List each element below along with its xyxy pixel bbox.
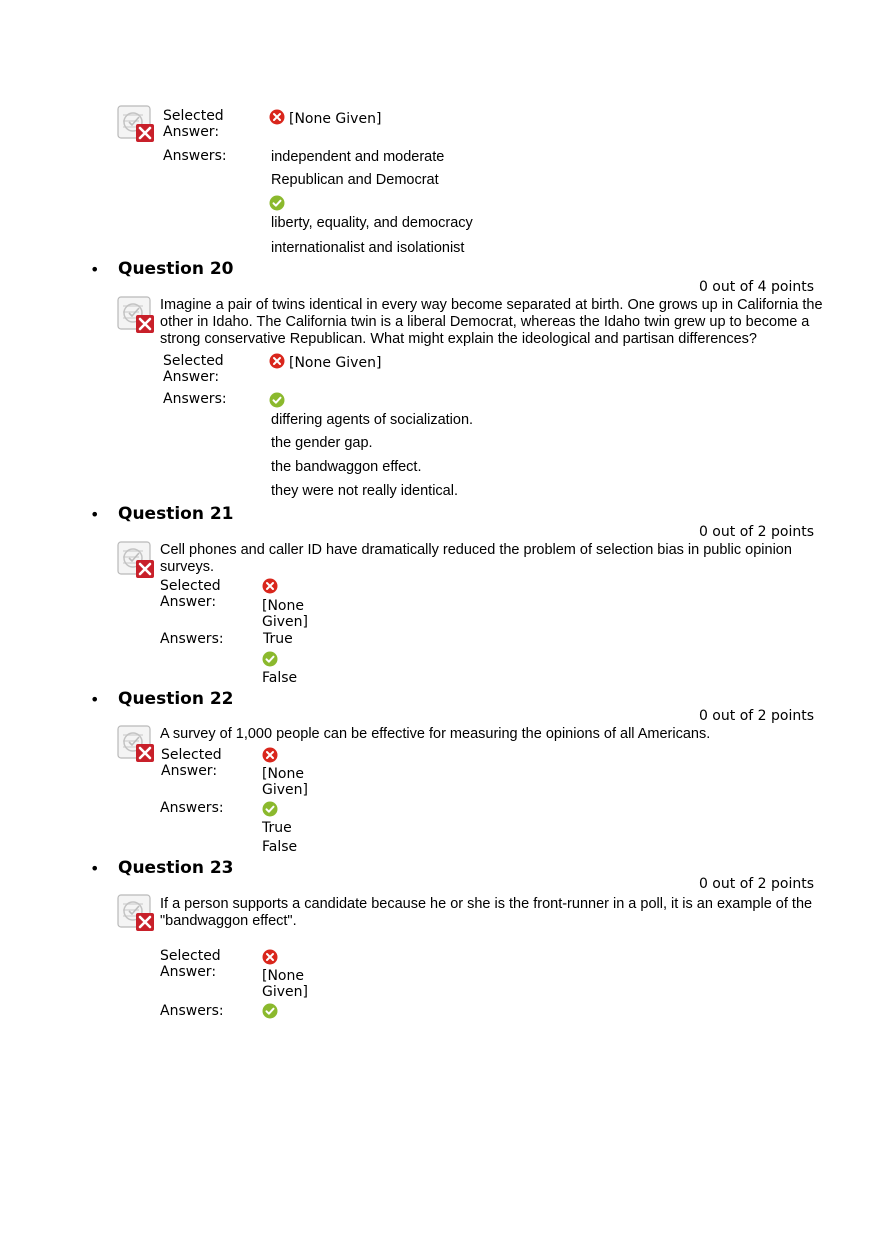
question-text: Imagine a pair of twins identical in every way become separated at birth. One grows up in California the other in Idaho. The California twin is a liberal Democrat, whereas the Idaho twin grew up to become a strong conservative Republican. What might explain the ideological and partisan differences? bbox=[160, 297, 823, 347]
answer-option: they were not really identical. bbox=[271, 483, 458, 499]
question-text: Cell phones and caller ID have dramatically reduced the problem of selection bias in public opinion surveys. bbox=[160, 542, 792, 575]
question-title: Question 23 bbox=[118, 858, 234, 878]
incorrect-icon bbox=[262, 578, 278, 594]
question-text: If a person supports a candidate because he or she is the front-runner in a poll, it is an example of the "bandwaggon effect". bbox=[160, 896, 813, 929]
bullet: • bbox=[90, 505, 100, 524]
correct-icon bbox=[262, 801, 278, 817]
question-title: Question 22 bbox=[118, 689, 234, 709]
selected-answer-label: Selected Answer: bbox=[160, 578, 221, 610]
selected-answer-label: Selected Answer: bbox=[163, 353, 224, 385]
correct-icon bbox=[262, 1003, 278, 1019]
incorrect-question-icon bbox=[117, 894, 155, 932]
answer-option-correct: True bbox=[262, 820, 292, 836]
answer-option: False bbox=[262, 839, 298, 855]
answers-label: Answers: bbox=[160, 1003, 224, 1019]
question-points: 0 out of 4 points bbox=[698, 279, 814, 295]
selected-answer-value: [None Given] bbox=[289, 111, 382, 127]
correct-icon bbox=[262, 651, 278, 667]
question-title: Question 21 bbox=[118, 504, 234, 524]
answer-option: the bandwaggon effect. bbox=[271, 459, 422, 475]
incorrect-icon bbox=[262, 949, 278, 965]
incorrect-question-icon bbox=[117, 541, 155, 579]
answer-option: Republican and Democrat bbox=[271, 172, 439, 188]
selected-answer-value: [None Given] bbox=[289, 355, 382, 371]
answer-option-correct: differing agents of socialization. bbox=[271, 412, 474, 428]
answers-label: Answers: bbox=[163, 148, 227, 164]
question-points: 0 out of 2 points bbox=[698, 524, 814, 540]
selected-answer-label: Selected Answer: bbox=[161, 747, 222, 779]
answers-label: Answers: bbox=[163, 391, 227, 407]
question-points: 0 out of 2 points bbox=[698, 876, 814, 892]
selected-answer-label: Selected Answer: bbox=[160, 948, 221, 980]
incorrect-icon bbox=[269, 353, 285, 369]
bullet: • bbox=[90, 859, 100, 878]
answer-option-correct: liberty, equality, and democracy bbox=[271, 215, 473, 231]
selected-answer-value: [None Given] bbox=[262, 598, 308, 630]
correct-icon bbox=[269, 392, 285, 408]
bullet: • bbox=[90, 260, 100, 279]
question-title: Question 20 bbox=[118, 259, 234, 279]
answer-option-correct: False bbox=[262, 670, 298, 686]
bullet: • bbox=[90, 690, 100, 709]
selected-answer-label: Selected Answer: bbox=[163, 108, 224, 140]
selected-answer-value: [None Given] bbox=[262, 766, 308, 798]
answer-option: the gender gap. bbox=[271, 435, 373, 451]
question-points: 0 out of 2 points bbox=[698, 708, 814, 724]
incorrect-question-icon bbox=[117, 105, 155, 143]
question-text: A survey of 1,000 people can be effective for measuring the opinions of all Americans. bbox=[160, 726, 711, 742]
answers-label: Answers: bbox=[160, 800, 224, 816]
answer-option: internationalist and isolationist bbox=[271, 240, 465, 256]
selected-answer-value: [None Given] bbox=[262, 968, 308, 1000]
answers-label: Answers: bbox=[160, 631, 224, 647]
answer-option: True bbox=[263, 631, 293, 647]
incorrect-question-icon bbox=[117, 725, 155, 763]
correct-icon bbox=[269, 195, 285, 211]
incorrect-question-icon bbox=[117, 296, 155, 334]
answer-option: independent and moderate bbox=[271, 149, 445, 165]
incorrect-icon bbox=[262, 747, 278, 763]
incorrect-icon bbox=[269, 109, 285, 125]
